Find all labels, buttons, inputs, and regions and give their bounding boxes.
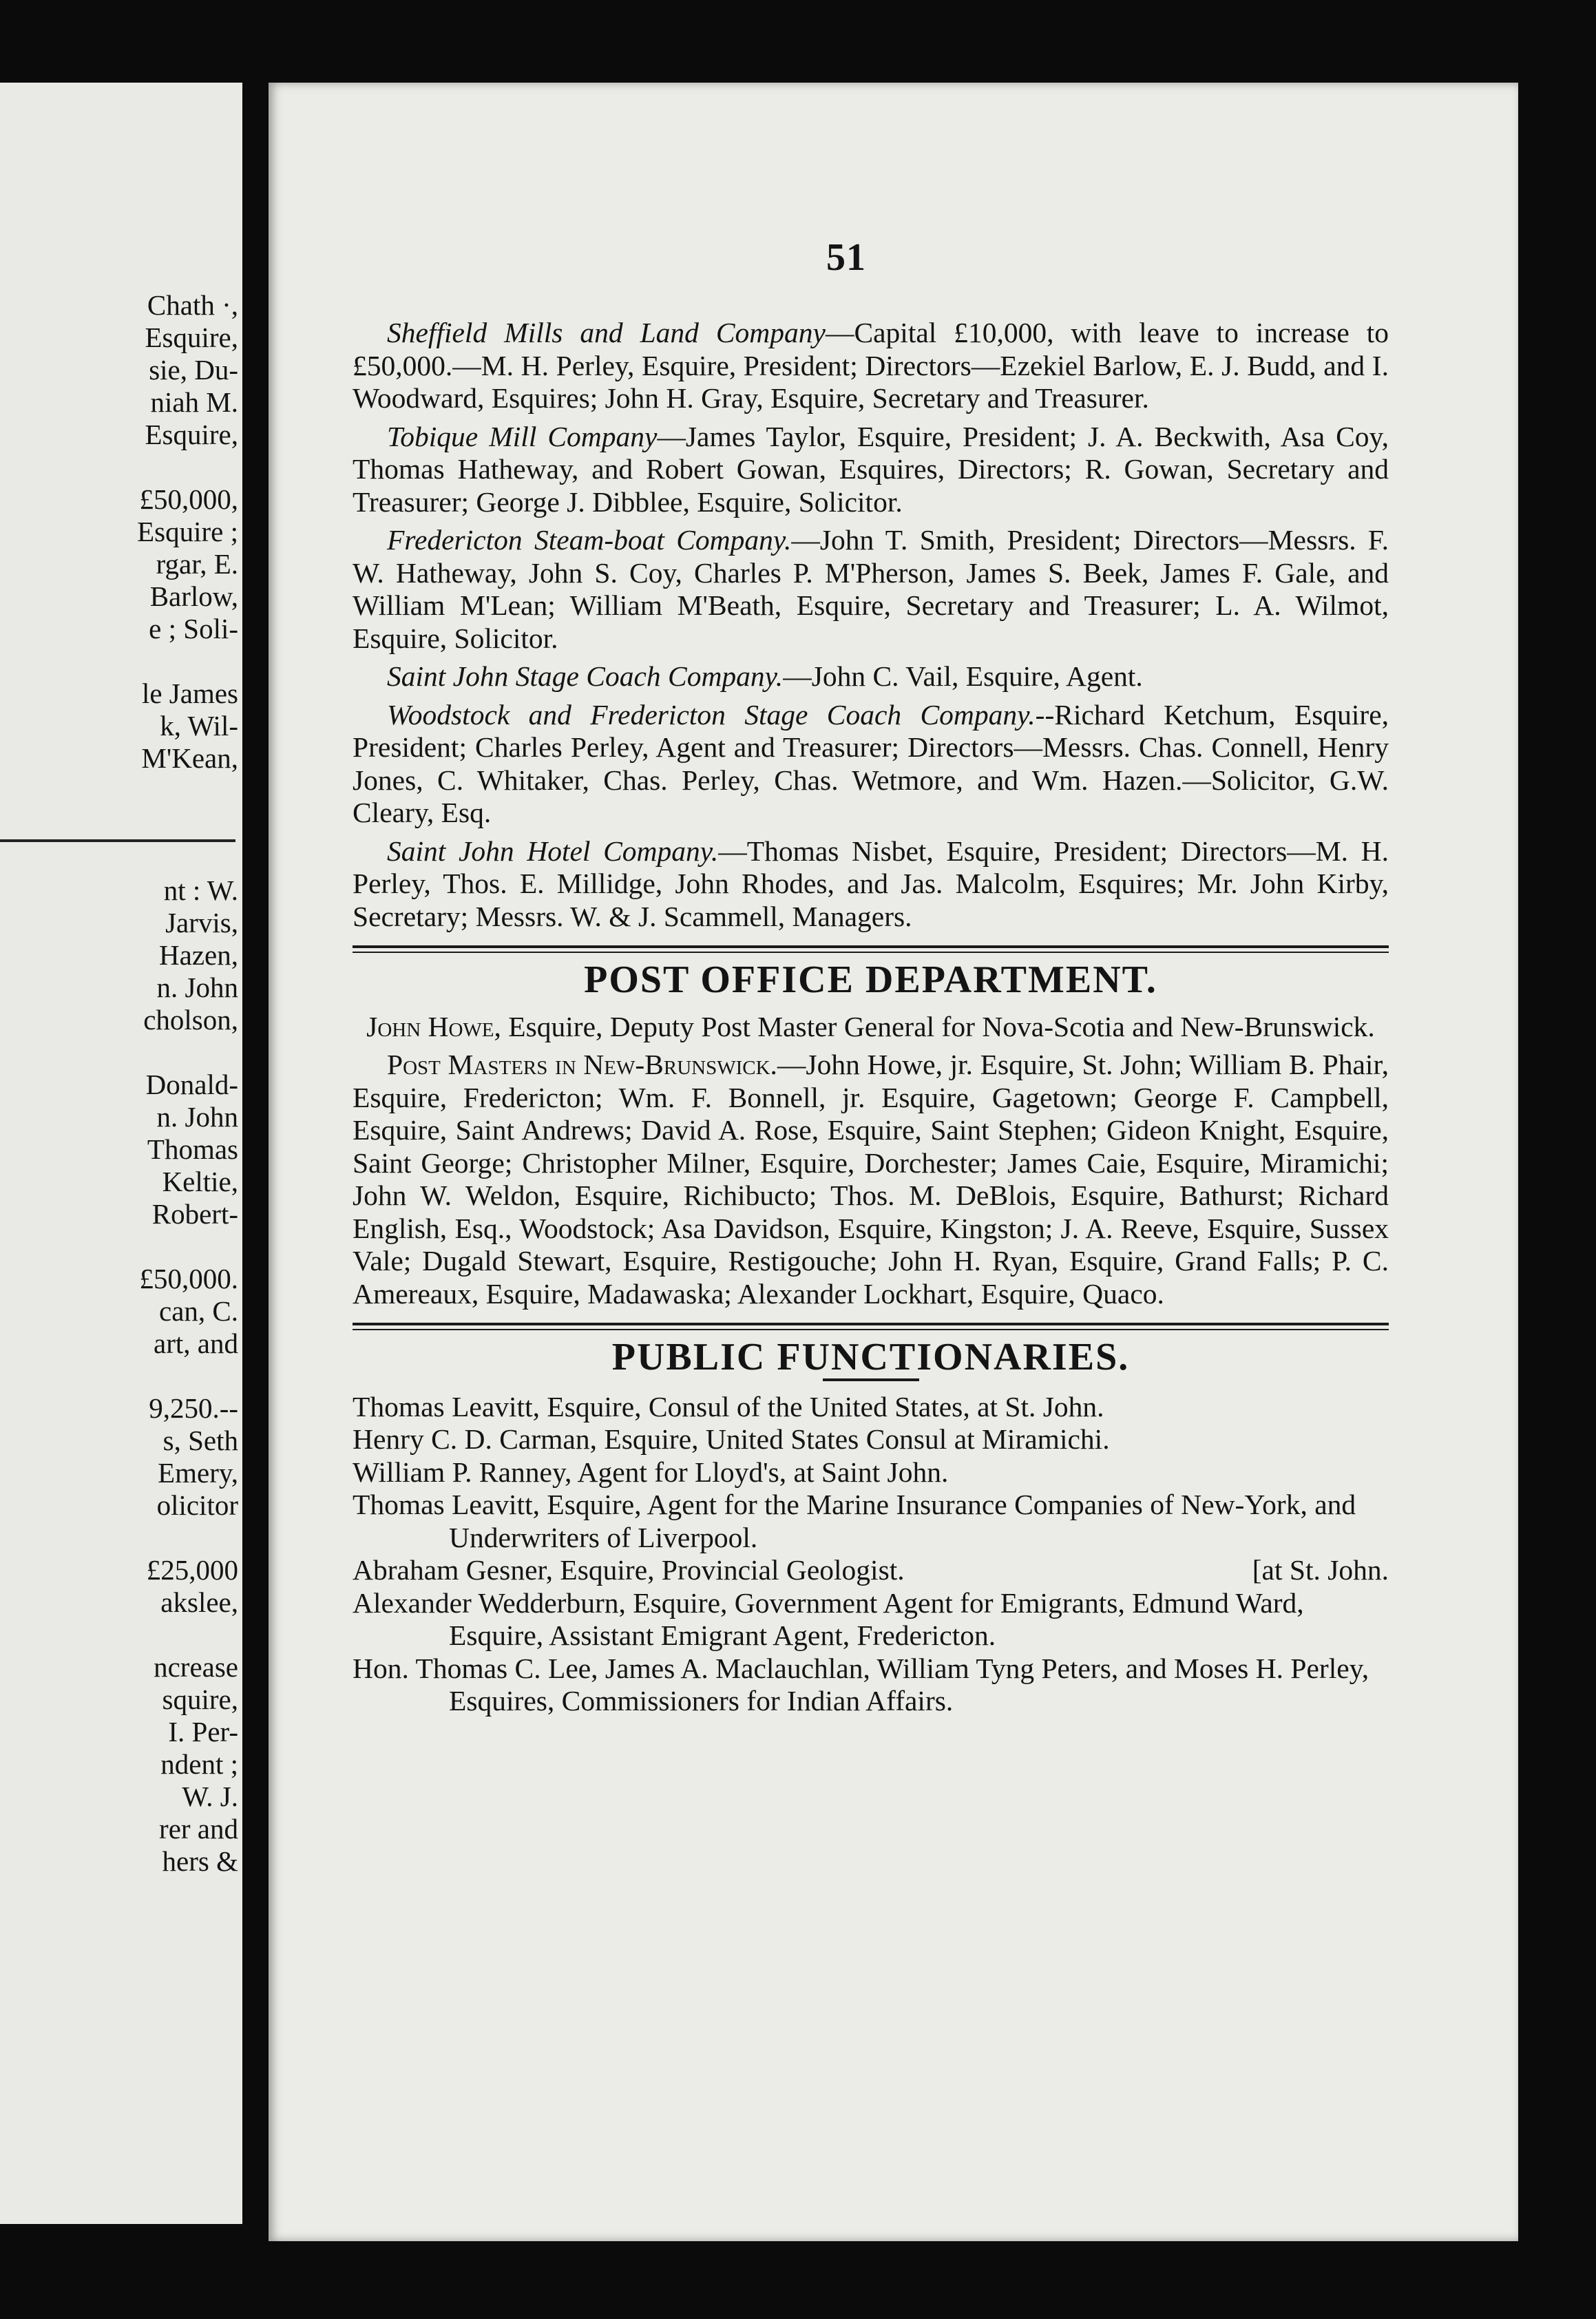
company-name: Fredericton Steam-boat Company. [387, 524, 792, 556]
company-details: —Capital £10,000, with leave to increase to £50,000.—M. H. Perley, Esquire, President; Directors—Ezekiel Barlow, E. J. Budd, and I. Woodward, Esquires; John H. Gray, Esquire, Secretary and Treasurer. [353, 317, 1389, 414]
left-page-fragment: Chath ·, [147, 289, 238, 321]
left-page-fragment: ndent ; [160, 1748, 238, 1780]
company-details: —Thomas Nisbet, Esquire, President; Directors—M. H. Perley, Thos. E. Millidge, John Rhodes, and Jas. Malcolm, Esquires; Mr. John Kirby, Secretary; Messrs. W. & J. Scammell, Managers. [353, 835, 1389, 932]
left-page-fragment: 9,250.-- [149, 1392, 238, 1424]
left-page-fragment: Esquire, [145, 419, 238, 450]
page-number: 51 [826, 236, 866, 279]
deputy-post-master-entry [353, 1011, 1389, 1044]
company-entry [353, 835, 1389, 934]
deputy-post-master-details: , Esquire, Deputy Post Master General for Nova-Scotia and New-Brunswick. [494, 1010, 1375, 1042]
functionary-line: Henry C. D. Carman, Esquire, United States Consul at Miramichi. [353, 1423, 1110, 1455]
left-page-fragment: rgar, E. [156, 548, 238, 580]
left-page-fragment: nt : W. [163, 874, 238, 906]
left-page-fragment: art, and [154, 1328, 238, 1359]
left-page-fragment: akslee, [160, 1586, 238, 1618]
left-page-fragment: Donald- [145, 1069, 238, 1100]
functionary-line: William P. Ranney, Agent for Lloyd's, at Saint John. [353, 1456, 949, 1488]
functionary-line: Thomas Leavitt, Esquire, Agent for the Marine Insurance Companies of New-York, and Underwriters of Liverpool. [353, 1489, 1356, 1553]
left-page-fragment: ncrease [154, 1651, 238, 1683]
section-divider [353, 1323, 1389, 1330]
left-facing-page [0, 83, 242, 2224]
post-masters-label: Post Masters in New-Brunswick. [387, 1049, 777, 1080]
fragment-gap [0, 1036, 238, 1069]
left-page-fragment: Barlow, [149, 580, 238, 612]
company-entry [353, 699, 1389, 830]
company-details: --Richard Ketchum, Esquire, President; Charles Perley, Agent and Treasurer; Directors—Messrs. Chas. Connell, Henry Jones, C. Whitaker, Chas. Perley, Chas. Wetmore, and Wm. Hazen.—Solicitor, G.W. Cleary, Esq. [353, 698, 1389, 828]
functionary-line: Thomas Leavitt, Esquire, Consul of the United States, at St. John. [353, 1390, 1104, 1423]
company-entry [353, 660, 1389, 693]
page-content [353, 317, 1389, 1718]
functionary-line: Hon. Thomas C. Lee, James A. Maclauchlan, William Tyng Peters, and Moses H. Perley, Esquires, Commissioners for Indian Affairs. [353, 1652, 1369, 1717]
functionary-line [353, 1554, 1389, 1587]
left-page-fragment: s, Seth [162, 1425, 238, 1456]
company-details: —James Taylor, Esquire, President; J. A. Beckwith, Asa Coy, Thomas Hatheway, and Robert Gowan, Esquires, Directors; R. Gowan, Secretary and Treasurer; George J. Dibblee, Esquire, Solicitor. [353, 420, 1389, 518]
left-page-fragment: £50,000, [139, 483, 238, 515]
fragment-gap [0, 842, 238, 874]
section-divider [353, 945, 1389, 953]
left-page-fragment: e ; Soli- [149, 613, 238, 644]
left-page-fragment: n. John [156, 1101, 238, 1133]
post-masters-entry [353, 1049, 1389, 1310]
left-page-fragment: sie, Du- [149, 354, 238, 386]
left-page-fragment: Emery, [158, 1457, 238, 1489]
company-name: Saint John Hotel Company. [387, 835, 719, 867]
fragment-gap [0, 1230, 238, 1263]
company-name: Sheffield Mills and Land Company [387, 317, 826, 348]
fragment-gap [0, 775, 238, 807]
fragment-gap [0, 807, 238, 839]
left-page-fragment: Jarvis, [165, 907, 238, 938]
deputy-post-master-name: John Howe [366, 1010, 494, 1042]
post-office-heading: POST OFFICE DEPARTMENT. [584, 958, 1157, 1001]
left-page-fragment: squire, [162, 1683, 238, 1715]
left-page-fragment: Esquire ; [137, 516, 238, 547]
left-page-fragment: I. Per- [168, 1716, 238, 1748]
left-page-fragment: cholson, [143, 1004, 238, 1036]
fragment-gap [0, 451, 238, 483]
company-details: —John T. Smith, President; Directors—Messrs. F. W. Hatheway, John S. Coy, Charles P. M'Pherson, James S. Beek, James F. Gale, and William M'Lean; William M'Beath, Esquire, Secretary and Treasurer; L. A. Wilmot, Esquire, Solicitor. [353, 524, 1389, 654]
left-page-fragment: W. J. [182, 1781, 238, 1812]
geologist-location-note: [at St. John. [1252, 1554, 1389, 1586]
left-page-fragment: niah M. [150, 386, 238, 418]
company-entry [353, 317, 1389, 415]
left-page-fragment: Robert- [151, 1198, 238, 1230]
left-page-fragment: can, C. [159, 1295, 238, 1327]
public-functionaries-heading: PUBLIC FUNCTIONARIES. [611, 1336, 1130, 1378]
company-name: Tobique Mill Company [387, 420, 658, 452]
geologist-entry: Abraham Gesner, Esquire, Provincial Geologist. [353, 1554, 905, 1586]
functionary-line: Alexander Wedderburn, Esquire, Government Agent for Emigrants, Edmund Ward, Esquire, Assistant Emigrant Agent, Fredericton. [353, 1586, 1304, 1651]
left-page-fragment: rer and [159, 1813, 238, 1845]
fragment-gap [0, 1522, 238, 1554]
left-page-fragment: M'Kean, [141, 742, 238, 774]
left-page-fragment: hers & [162, 1845, 238, 1877]
heading-underline [823, 1378, 919, 1381]
left-page-fragment: Hazen, [159, 939, 238, 971]
company-name: Woodstock and Fredericton Stage Coach Company. [387, 698, 1036, 731]
left-page-fragment: olicitor [156, 1489, 238, 1521]
fragment-gap [0, 1360, 238, 1392]
left-page-fragment: Thomas [147, 1133, 238, 1165]
left-page-fragment: £25,000 [146, 1554, 238, 1586]
company-entry [353, 524, 1389, 655]
fragment-gap [0, 1619, 238, 1651]
company-name: Saint John Stage Coach Company. [387, 660, 784, 692]
left-page-fragment: n. John [156, 972, 238, 1003]
company-details: —John C. Vail, Esquire, Agent. [783, 660, 1143, 692]
fragment-gap [0, 645, 238, 678]
left-page-text-fragments [0, 289, 242, 1878]
book-gutter [242, 69, 270, 2265]
left-page-fragment: k, Wil- [160, 710, 238, 742]
left-page-fragment: Esquire, [145, 322, 238, 353]
left-page-fragment: £50,000. [139, 1263, 238, 1294]
left-page-fragment: Keltie, [162, 1166, 238, 1197]
post-masters-list: —John Howe, jr. Esquire, St. John; William B. Phair, Esquire, Fredericton; Wm. F. Bonnell, jr. Esquire, Gagetown; George F. Campbell, Esquire, Saint Andrews; David A. Rose, Esquire, Saint Stephen; Gideon Knight, Esquire, Saint George; Christopher Milner, Esquire, Dorchester; James Caie, Esquire, Miramichi; John W. Weldon, Esquire, Richibucto; Thos. M. DeBlois, Esquire, Bathurst; Richard English, Esq., Woodstock; Asa Davidson, Esquire, Kingston; J. A. Reeve, Esquire, Sussex Vale; Dugald Stewart, Esquire, Restigouche; John H. Ryan, Esquire, Grand Falls; P. C. Amereaux, Esquire, Madawaska; Alexander Lockhart, Esquire, Quaco. [353, 1049, 1389, 1310]
company-entry [353, 421, 1389, 519]
left-page-fragment: le James [141, 678, 238, 709]
